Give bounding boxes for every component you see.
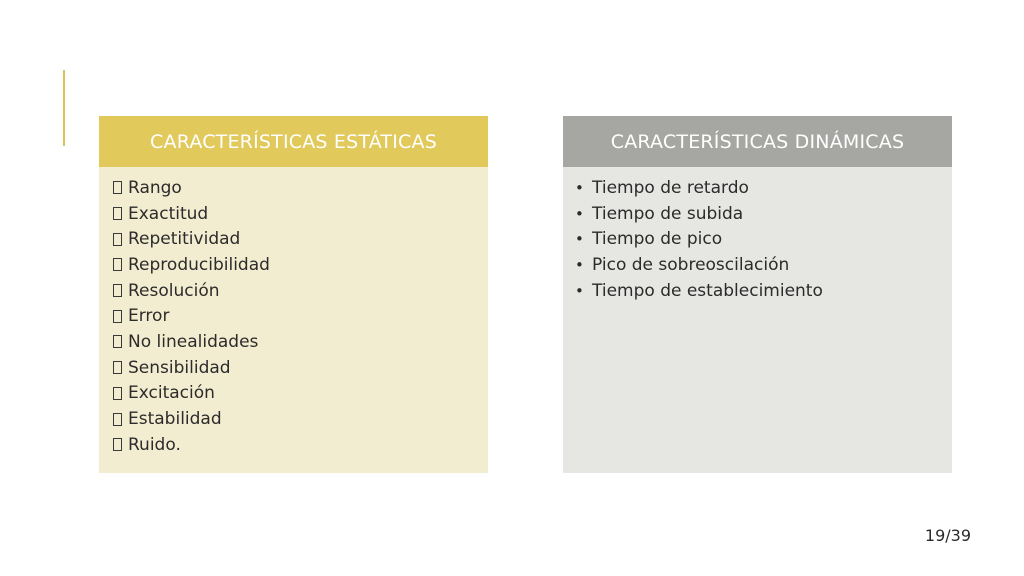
bullet-icon: • [575, 178, 584, 197]
dynamic-characteristics-title: CARACTERÍSTICAS DINÁMICAS [563, 116, 952, 167]
list-item [99, 175, 488, 201]
list-item-label: Repetitividad [128, 229, 241, 250]
list-item-label: Sensibilidad [128, 357, 231, 378]
list-item [99, 252, 488, 278]
list-item-label: No linealidades [128, 331, 259, 352]
list-item [563, 175, 952, 201]
box-bullet-icon [113, 207, 122, 220]
list-item [99, 201, 488, 227]
list-item [99, 381, 488, 407]
page-number: 19/39 [924, 526, 971, 545]
dynamic-characteristics-list [563, 167, 952, 303]
static-characteristics-panel [99, 116, 488, 473]
list-item-label: Rango [128, 177, 182, 198]
bullet-icon: • [575, 230, 584, 249]
bullet-icon: • [575, 204, 584, 223]
list-item [563, 252, 952, 278]
dynamic-characteristics-panel [563, 116, 952, 473]
list-item-label: Tiempo de retardo [592, 177, 749, 198]
list-item-label: Error [128, 306, 170, 327]
box-bullet-icon [113, 361, 122, 374]
list-item-label: Exactitud [128, 203, 209, 224]
bullet-icon: • [575, 255, 584, 274]
list-item [99, 226, 488, 252]
box-bullet-icon [113, 310, 122, 323]
box-bullet-icon [113, 413, 122, 426]
list-item [99, 432, 488, 458]
box-bullet-icon [113, 438, 122, 451]
list-item-label: Resolución [128, 280, 220, 301]
list-item [99, 329, 488, 355]
box-bullet-icon [113, 387, 122, 400]
accent-line [63, 70, 65, 146]
bullet-icon: • [575, 281, 584, 300]
box-bullet-icon [113, 181, 122, 194]
list-item [99, 278, 488, 304]
list-item-label: Ruido. [128, 434, 181, 455]
list-item-label: Tiempo de establecimiento [592, 280, 823, 301]
list-item [99, 355, 488, 381]
static-characteristics-title: CARACTERÍSTICAS ESTÁTICAS [99, 116, 488, 167]
list-item-label: Excitación [128, 383, 215, 404]
list-item-label: Reproducibilidad [128, 254, 270, 275]
list-item-label: Tiempo de pico [592, 229, 723, 250]
list-item-label: Tiempo de subida [592, 203, 744, 224]
list-item [99, 406, 488, 432]
list-item [99, 303, 488, 329]
box-bullet-icon [113, 335, 122, 348]
static-characteristics-list [99, 167, 488, 458]
list-item-label: Pico de sobreoscilación [592, 254, 790, 275]
list-item [563, 278, 952, 304]
box-bullet-icon [113, 233, 122, 246]
box-bullet-icon [113, 284, 122, 297]
list-item [563, 226, 952, 252]
box-bullet-icon [113, 258, 122, 271]
list-item [563, 201, 952, 227]
list-item-label: Estabilidad [128, 409, 222, 430]
